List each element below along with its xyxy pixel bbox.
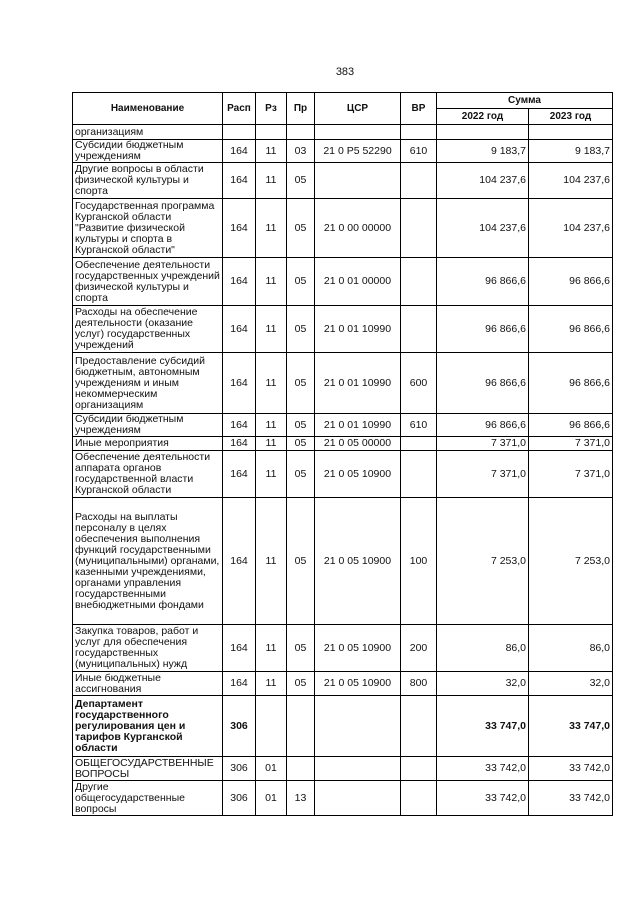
table-row	[73, 672, 613, 696]
cell-2023	[529, 125, 613, 140]
cell-pr: 05	[287, 353, 315, 414]
cell-vr	[401, 258, 437, 306]
cell-2023: 96 866,6	[529, 258, 613, 306]
cell-name: Субсидии бюджетным учреждениям	[73, 140, 223, 163]
cell-2023: 33 742,0	[529, 781, 613, 816]
table-row	[73, 625, 613, 672]
cell-2022: 104 237,6	[437, 199, 529, 258]
cell-name: Предоставление субсидий бюджетным, автономным учреждениям и иным некоммерческим организациям	[73, 353, 223, 414]
cell-vr: 610	[401, 414, 437, 437]
cell-csr: 21 0 00 00000	[315, 199, 401, 258]
cell-vr	[401, 451, 437, 498]
cell-pr: 05	[287, 163, 315, 199]
cell-csr	[315, 125, 401, 140]
cell-pr: 05	[287, 672, 315, 696]
header-vr: ВР	[401, 93, 437, 125]
cell-csr	[315, 757, 401, 781]
cell-vr	[401, 696, 437, 757]
cell-rasp: 164	[223, 625, 256, 672]
cell-pr: 05	[287, 451, 315, 498]
cell-vr	[401, 199, 437, 258]
cell-csr: 21 0 05 00000	[315, 437, 401, 451]
table-row	[73, 258, 613, 306]
cell-2022: 9 183,7	[437, 140, 529, 163]
cell-vr	[401, 781, 437, 816]
header-rz: Рз	[256, 93, 287, 125]
cell-2022: 86,0	[437, 625, 529, 672]
cell-csr: 21 0 05 10900	[315, 498, 401, 625]
cell-name: Государственная программа Курганской области "Развитие физической культуры и спорта в Курганской области"	[73, 199, 223, 258]
cell-rz: 11	[256, 306, 287, 353]
cell-2022: 7 371,0	[437, 437, 529, 451]
cell-2023: 96 866,6	[529, 414, 613, 437]
cell-2023: 96 866,6	[529, 353, 613, 414]
cell-rasp: 306	[223, 696, 256, 757]
cell-rasp: 164	[223, 353, 256, 414]
cell-2022: 96 866,6	[437, 353, 529, 414]
cell-pr	[287, 757, 315, 781]
cell-2023: 7 371,0	[529, 451, 613, 498]
header-pr: Пр	[287, 93, 315, 125]
cell-pr: 05	[287, 437, 315, 451]
cell-rz: 11	[256, 625, 287, 672]
cell-rz: 11	[256, 414, 287, 437]
header-2022: 2022 год	[437, 109, 529, 125]
cell-name: Расходы на выплаты персоналу в целях обеспечения выполнения функций государственными (муниципальными) органами, казенными учреждениями, органами управления государственными внебюджетными фондами	[73, 498, 223, 625]
cell-name: ОБЩЕГОСУДАРСТВЕННЫЕ ВОПРОСЫ	[73, 757, 223, 781]
cell-rz: 11	[256, 451, 287, 498]
cell-csr	[315, 696, 401, 757]
cell-2023: 7 371,0	[529, 437, 613, 451]
cell-csr: 21 0 01 10990	[315, 353, 401, 414]
cell-rasp: 164	[223, 437, 256, 451]
cell-name: Иные бюджетные ассигнования	[73, 672, 223, 696]
cell-rz: 11	[256, 437, 287, 451]
cell-rz: 11	[256, 258, 287, 306]
cell-pr	[287, 696, 315, 757]
header-2023: 2023 год	[529, 109, 613, 125]
cell-2023: 86,0	[529, 625, 613, 672]
cell-name: Другие вопросы в области физической культуры и спорта	[73, 163, 223, 199]
cell-rz	[256, 696, 287, 757]
cell-2022: 7 253,0	[437, 498, 529, 625]
cell-rz: 11	[256, 163, 287, 199]
cell-csr: 21 0 05 10900	[315, 672, 401, 696]
cell-name: Закупка товаров, работ и услуг для обеспечения государственных (муниципальных) нужд	[73, 625, 223, 672]
header-name: Наименование	[73, 93, 223, 125]
cell-pr: 05	[287, 258, 315, 306]
cell-rz: 11	[256, 672, 287, 696]
cell-csr: 21 0 01 00000	[315, 258, 401, 306]
cell-2023: 96 866,6	[529, 306, 613, 353]
page-number: 383	[335, 66, 355, 78]
table-row	[73, 781, 613, 816]
cell-name: Департамент государственного регулирования цен и тарифов Курганской области	[73, 696, 223, 757]
cell-2023: 33 742,0	[529, 757, 613, 781]
cell-csr	[315, 163, 401, 199]
cell-vr: 600	[401, 353, 437, 414]
header-rasp: Расп	[223, 93, 256, 125]
cell-vr: 800	[401, 672, 437, 696]
cell-rasp: 164	[223, 199, 256, 258]
cell-rasp: 164	[223, 163, 256, 199]
table-row	[73, 414, 613, 437]
cell-pr: 05	[287, 306, 315, 353]
header-csr: ЦСР	[315, 93, 401, 125]
cell-vr	[401, 163, 437, 199]
cell-rasp: 164	[223, 451, 256, 498]
cell-name: Обеспечение деятельности аппарата органов государственной власти Курганской области	[73, 451, 223, 498]
cell-rz: 11	[256, 140, 287, 163]
cell-2022: 96 866,6	[437, 258, 529, 306]
cell-pr: 05	[287, 498, 315, 625]
header-sum: Сумма	[437, 93, 613, 109]
table-row	[73, 437, 613, 451]
cell-2023: 32,0	[529, 672, 613, 696]
cell-2023: 9 183,7	[529, 140, 613, 163]
cell-pr: 05	[287, 199, 315, 258]
cell-csr: 21 0 05 10900	[315, 451, 401, 498]
table-row	[73, 163, 613, 199]
table-row	[73, 757, 613, 781]
cell-rz: 11	[256, 353, 287, 414]
cell-vr	[401, 757, 437, 781]
cell-csr: 21 0 05 10900	[315, 625, 401, 672]
cell-rasp: 306	[223, 781, 256, 816]
cell-csr: 21 0 01 10990	[315, 306, 401, 353]
cell-2023: 104 237,6	[529, 199, 613, 258]
cell-vr	[401, 125, 437, 140]
cell-rasp	[223, 125, 256, 140]
cell-rasp: 306	[223, 757, 256, 781]
cell-2022: 33 742,0	[437, 757, 529, 781]
cell-2022: 32,0	[437, 672, 529, 696]
cell-name: Обеспечение деятельности государственных учреждений физической культуры и спорта	[73, 258, 223, 306]
cell-2023: 104 237,6	[529, 163, 613, 199]
cell-2022: 33 747,0	[437, 696, 529, 757]
table-row	[73, 451, 613, 498]
table-row	[73, 140, 613, 163]
cell-rasp: 164	[223, 672, 256, 696]
cell-rasp: 164	[223, 498, 256, 625]
cell-pr	[287, 125, 315, 140]
cell-vr	[401, 437, 437, 451]
cell-csr	[315, 781, 401, 816]
cell-rz: 01	[256, 757, 287, 781]
cell-pr: 13	[287, 781, 315, 816]
cell-csr: 21 0 01 10990	[315, 414, 401, 437]
cell-vr: 100	[401, 498, 437, 625]
cell-2023: 7 253,0	[529, 498, 613, 625]
cell-rasp: 164	[223, 140, 256, 163]
cell-2022: 96 866,6	[437, 306, 529, 353]
table-row	[73, 306, 613, 353]
table-row	[73, 199, 613, 258]
cell-rz	[256, 125, 287, 140]
cell-rz: 01	[256, 781, 287, 816]
cell-rz: 11	[256, 199, 287, 258]
table-row	[73, 125, 613, 140]
cell-rz: 11	[256, 498, 287, 625]
cell-csr: 21 0 P5 52290	[315, 140, 401, 163]
table-row	[73, 353, 613, 414]
cell-name: Иные мероприятия	[73, 437, 223, 451]
cell-name: Субсидии бюджетным учреждениям	[73, 414, 223, 437]
cell-name: Расходы на обеспечение деятельности (оказание услуг) государственных учреждений	[73, 306, 223, 353]
cell-2022: 33 742,0	[437, 781, 529, 816]
cell-2022	[437, 125, 529, 140]
cell-rasp: 164	[223, 306, 256, 353]
cell-pr: 03	[287, 140, 315, 163]
cell-2023: 33 747,0	[529, 696, 613, 757]
table-body	[73, 125, 613, 816]
table-row	[73, 498, 613, 625]
table-row	[73, 696, 613, 757]
cell-name: организациям	[73, 125, 223, 140]
cell-rasp: 164	[223, 414, 256, 437]
cell-vr: 610	[401, 140, 437, 163]
cell-vr: 200	[401, 625, 437, 672]
cell-2022: 104 237,6	[437, 163, 529, 199]
cell-rasp: 164	[223, 258, 256, 306]
cell-vr	[401, 306, 437, 353]
cell-pr: 05	[287, 414, 315, 437]
cell-name: Другие общегосударственные вопросы	[73, 781, 223, 816]
cell-pr: 05	[287, 625, 315, 672]
cell-2022: 7 371,0	[437, 451, 529, 498]
budget-table	[72, 92, 613, 816]
cell-2022: 96 866,6	[437, 414, 529, 437]
